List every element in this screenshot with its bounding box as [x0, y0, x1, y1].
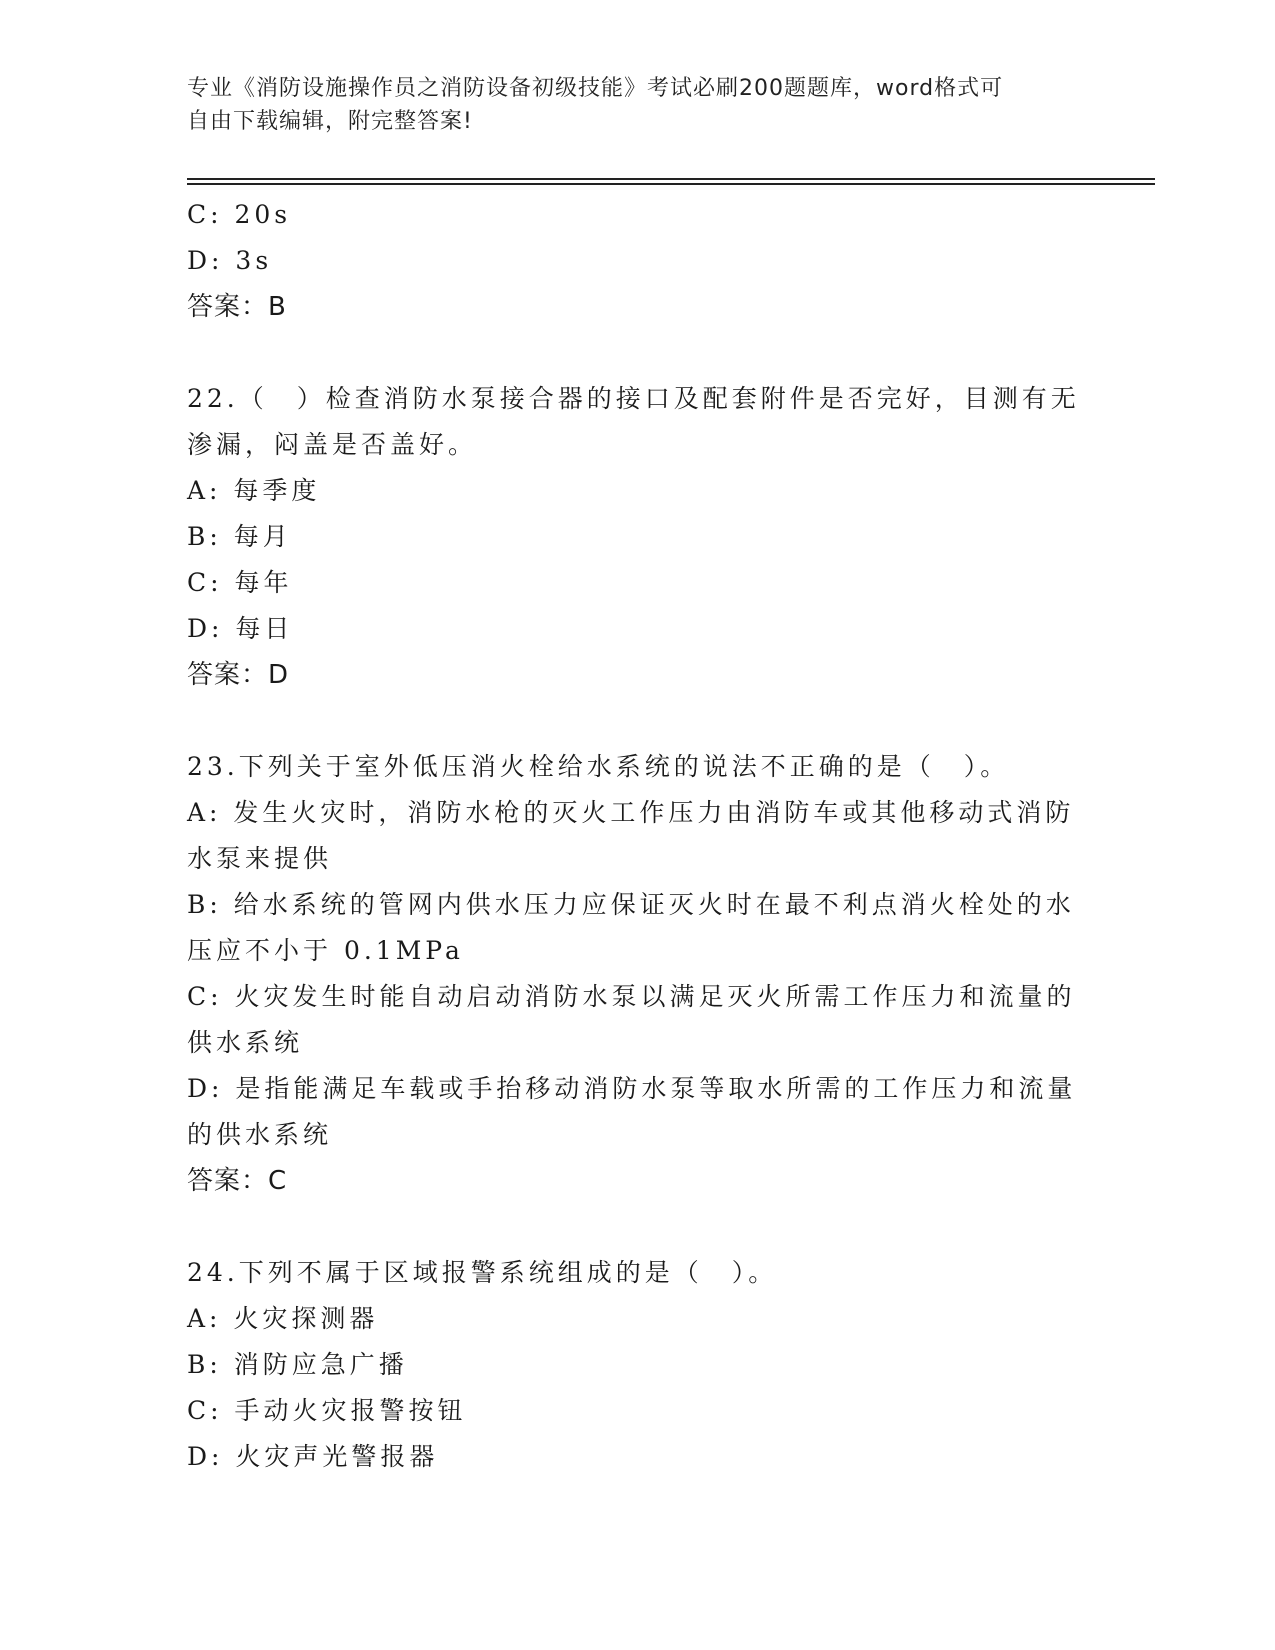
- header-title-line2: 自由下载编辑，附完整答案!: [187, 109, 473, 134]
- option-a: A: 每季度: [187, 476, 321, 505]
- question-24: [187, 1250, 1087, 1480]
- option-d: D: 是指能满足车载或手抬移动消防水泵等取水所需的工作压力和流量: [187, 1074, 1077, 1103]
- page-header: [187, 72, 1067, 138]
- option-a: A: 火灾探测器: [187, 1304, 379, 1333]
- option-a: A: 发生火灾时，消防水枪的灭火工作压力由消防车或其他移动式消防: [187, 798, 1075, 827]
- question-21-fragment: [187, 192, 1087, 330]
- option-d: D: 3s: [187, 246, 273, 275]
- option-c: C: 火灾发生时能自动启动消防水泵以满足灭火所需工作压力和流量的: [187, 982, 1076, 1011]
- spacer: [187, 698, 1087, 744]
- question-stem: 22.（ ）检查消防水泵接合器的接口及配套附件是否完好，目测有无: [187, 384, 1080, 413]
- question-22: [187, 376, 1087, 698]
- question-stem: 渗漏，闷盖是否盖好。: [187, 430, 478, 459]
- question-23: [187, 744, 1087, 1204]
- option-d: D: 火灾声光警报器: [187, 1442, 439, 1471]
- option-c-continued: 供水系统: [187, 1028, 304, 1057]
- document-body: [187, 192, 1087, 1480]
- option-b: B: 消防应急广播: [187, 1350, 408, 1379]
- option-b: B: 给水系统的管网内供水压力应保证灭火时在最不利点消火栓处的水: [187, 890, 1075, 919]
- header-divider-top: [187, 178, 1155, 180]
- question-stem: 24.下列不属于区域报警系统组成的是（ ）。: [187, 1258, 778, 1287]
- answer-line: 答案：B: [187, 292, 287, 322]
- option-a-continued: 水泵来提供: [187, 844, 333, 873]
- option-b-continued: 压应不小于 0.1MPa: [187, 936, 464, 965]
- answer-line: 答案：C: [187, 1166, 288, 1196]
- answer-line: 答案：D: [187, 660, 290, 690]
- option-d: D: 每日: [187, 614, 294, 643]
- option-c: C: 20s: [187, 200, 292, 229]
- header-divider-bottom: [187, 183, 1155, 185]
- header-title-line1: 专业《消防设施操作员之消防设备初级技能》考试必刷200题题库，word格式可: [187, 76, 1004, 101]
- option-c: C: 每年: [187, 568, 293, 597]
- spacer: [187, 330, 1087, 376]
- option-b: B: 每月: [187, 522, 292, 551]
- option-d-continued: 的供水系统: [187, 1120, 333, 1149]
- option-c: C: 手动火灾报警按钮: [187, 1396, 467, 1425]
- spacer: [187, 1204, 1087, 1250]
- question-stem: 23.下列关于室外低压消火栓给水系统的说法不正确的是（ ）。: [187, 752, 1010, 781]
